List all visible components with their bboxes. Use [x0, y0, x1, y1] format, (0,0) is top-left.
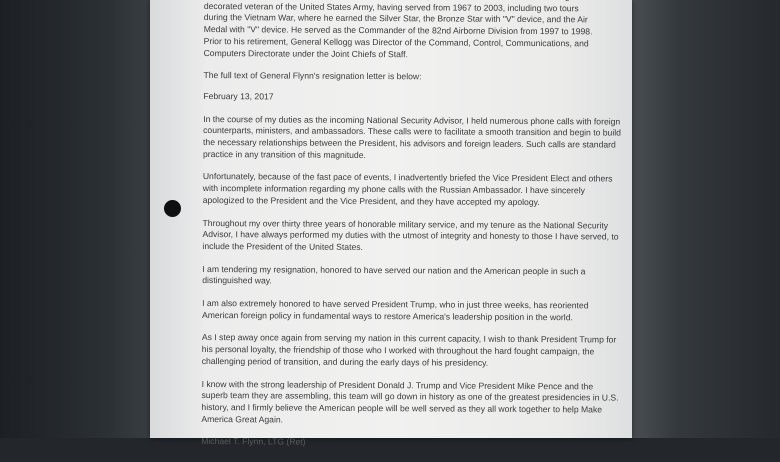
letter-paragraph: I know with the strong leadership of President Donald J. Trump and Vice President Mike Pence and the superb team they are assembling, this team will go down in history as one of the greatest presidencies in U.S. history, and I firmly believe the American people will be well served as they all work together to help Make America Great Again.	[201, 378, 619, 425]
punch-hole	[164, 200, 181, 217]
letter-paragraph: I am tendering my resignation, honored to have served our nation and the American people in such a distinguished way.	[202, 263, 586, 286]
signature-line: Michael T. Flynn, LTG (Ret)	[201, 436, 306, 448]
letter-paragraph: Unfortunately, because of the fast pace of events, I inadvertently briefed the Vice President Elect and others with incomplete information regarding my phone calls with the Russian Ambassador. I have sincerely apologized to the President and the Vice President, and they have accepted my apology.	[202, 171, 613, 207]
paper-sheet	[150, 0, 632, 448]
letter-paragraph: I am also extremely honored to have served President Trump, who in just three weeks, has reoriented American foreign policy in fundamental ways to restore America's leadership position in the world.	[201, 298, 589, 323]
intro-paragraph	[204, 0, 624, 62]
letter-paragraph: Throughout my over thirty three years of honorable military service, and my tenure as the National Security Advisor, I have always performed my duties with the utmost of integrity and honesty to those I have served, to include the President of the United States.	[202, 217, 619, 252]
background-right	[632, 0, 780, 438]
lead-in: The full text of General Flynn's resignation letter is below:	[203, 70, 422, 82]
intro-line: Prior to his retirement, General Kellogg was Director of the Command, Control, Communications, and	[203, 35, 589, 49]
intro-line: Computers Directorate under the Joint Chiefs of Staff.	[203, 47, 408, 59]
intro-line: decorated veteran of the United States Army, having served from 1967 to 2003, including two tours	[203, 0, 579, 13]
intro-line: during the Vietnam War, where he earned the Silver Star, the Bronze Star with "V" device, and the Air	[203, 12, 588, 25]
background-left	[0, 0, 152, 438]
letter-paragraph: As I step away once again from serving my nation in this current capacity, I wish to thank President Trump for his personal loyalty, the friendship of those who I worked with throughout the hard fought campaign, the challenging period of transition, and during the early days of his presidency.	[201, 332, 617, 368]
intro-line: Medal with "V" device. He served as the Commander of the 82nd Airborne Division from 1997 to 1998.	[203, 24, 593, 37]
letter-paragraph: In the course of my duties as the incoming National Security Advisor, I held numerous phone calls with foreign counterparts, ministers, and ambassadors. These calls were to facilitate a smooth transition and begin to build the necessary relationships between the President, his advisors and foreign leaders. Such calls are standard practice in any transition of this magnitude.	[202, 113, 621, 160]
letter-text	[201, 0, 624, 462]
letter-date: February 13, 2017	[203, 90, 274, 102]
